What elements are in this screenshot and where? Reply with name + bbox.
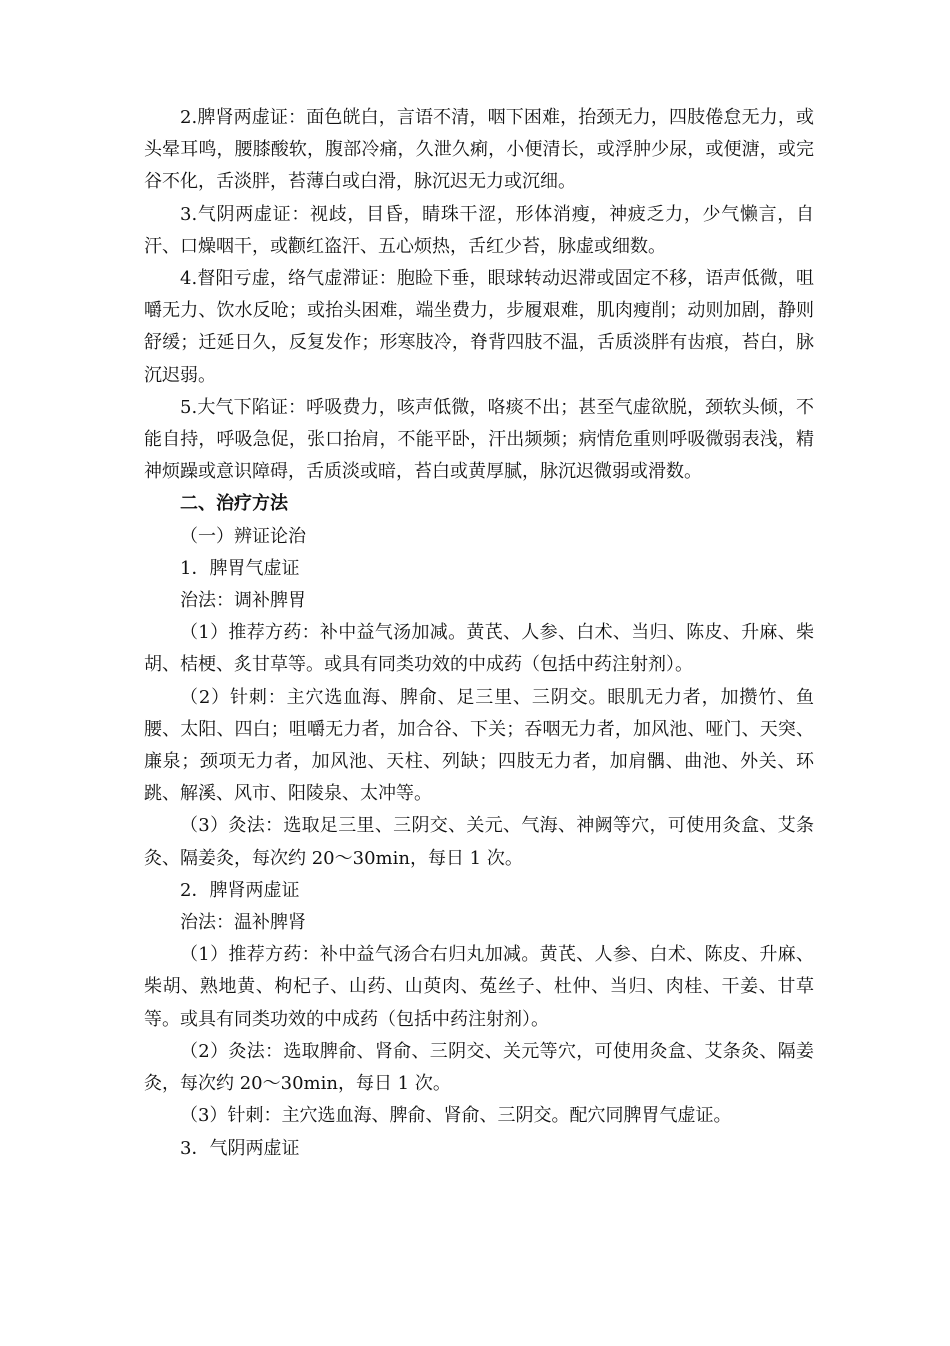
document-body <box>144 102 814 1165</box>
treatment-principle: 治法：调补脾胃 <box>180 590 306 612</box>
paragraph-qi-yin-deficiency: 3.气阴两虚证：视歧，目昏，睛珠干涩，形体消瘦，神疲乏力，少气懒言，自汗、口燥咽干，或颧红盗汗、五心烦热，舌红少苔，脉虚或细数。 <box>144 203 814 257</box>
section-heading-treatment: 二、治疗方法 <box>180 493 288 515</box>
paragraph-spleen-kidney-deficiency: 2.脾肾两虚证：面色㿠白，言语不清，咽下困难，抬颈无力，四肢倦怠无力，或头晕耳鸣，腰膝酸软，腹部冷痛，久泄久痢，小便清长，或浮肿少尿，或便溏，或完谷不化，舌淡胖，苔薄白或白滑，脉沉迟无力或沉细。 <box>144 107 814 193</box>
paragraph-du-yang-deficiency: 4.督阳亏虚，络气虚滞证：胞睑下垂，眼球转动迟滞或固定不移，语声低微，咀嚼无力、饮水反呛；或抬头困难，端坐费力，步履艰难，肌肉瘦削；动则加剧，静则舒缓；迁延日久，反复发作；形寒肢冷，脊背四肢不温，舌质淡胖有齿痕，苔白，脉沉迟弱。 <box>144 268 814 386</box>
paragraph-recommended-formula: （1）推荐方药：补中益气汤加减。黄芪、人参、白术、当归、陈皮、升麻、柴胡、桔梗、炙甘草等。或具有同类功效的中成药（包括中药注射剂）。 <box>144 622 814 676</box>
paragraph-moxibustion: （2）灸法：选取脾俞、肾俞、三阴交、关元等穴，可使用灸盒、艾条灸、隔姜灸，每次约 20～30min，每日 1 次。 <box>144 1040 814 1095</box>
paragraph-moxibustion: （3）灸法：选取足三里、三阴交、关元、气海、神阙等穴，可使用灸盒、艾条灸、隔姜灸，每次约 20～30min，每日 1 次。 <box>144 815 814 869</box>
paragraph-great-qi-sinking: 5.大气下陷证：呼吸费力，咳声低微，咯痰不出；甚至气虚欲脱，颈软头倾，不能自持，呼吸急促，张口抬肩，不能平卧，汗出频频；病情危重则呼吸微弱表浅，精神烦躁或意识障碍，舌质淡或暗，苔白或黄厚腻，脉沉迟微弱或滑数。 <box>144 396 814 483</box>
paragraph-recommended-formula: （1）推荐方药：补中益气汤合右归丸加减。黄芪、人参、白术、陈皮、升麻、柴胡、熟地黄、枸杞子、山药、山萸肉、菟丝子、杜仲、当归、肉桂、干姜、甘草等。或具有同类功效的中成药（包括中药注射剂）。 <box>144 944 814 1030</box>
paragraph-acupuncture: （3）针刺：主穴选血海、脾俞、肾俞、三阴交。配穴同脾胃气虚证。 <box>180 1105 732 1127</box>
item-heading-spleen-kidney: 2．脾肾两虚证 <box>180 879 300 901</box>
item-heading-spleen-stomach: 1．脾胃气虚证 <box>180 557 300 579</box>
subsection-heading: （一）辨证论治 <box>180 525 306 547</box>
item-heading-qi-yin: 3．气阴两虚证 <box>180 1137 300 1159</box>
treatment-principle: 治法：温补脾肾 <box>180 912 306 934</box>
paragraph-acupuncture: （2）针刺：主穴选血海、脾俞、足三里、三阴交。眼肌无力者，加攒竹、鱼腰、太阳、四白；咀嚼无力者，加合谷、下关；吞咽无力者，加风池、哑门、天突、廉泉；颈项无力者，加风池、天柱、列缺；四肢无力者，加肩髃、曲池、外关、环跳、解溪、风市、阳陵泉、太冲等。 <box>144 686 814 805</box>
